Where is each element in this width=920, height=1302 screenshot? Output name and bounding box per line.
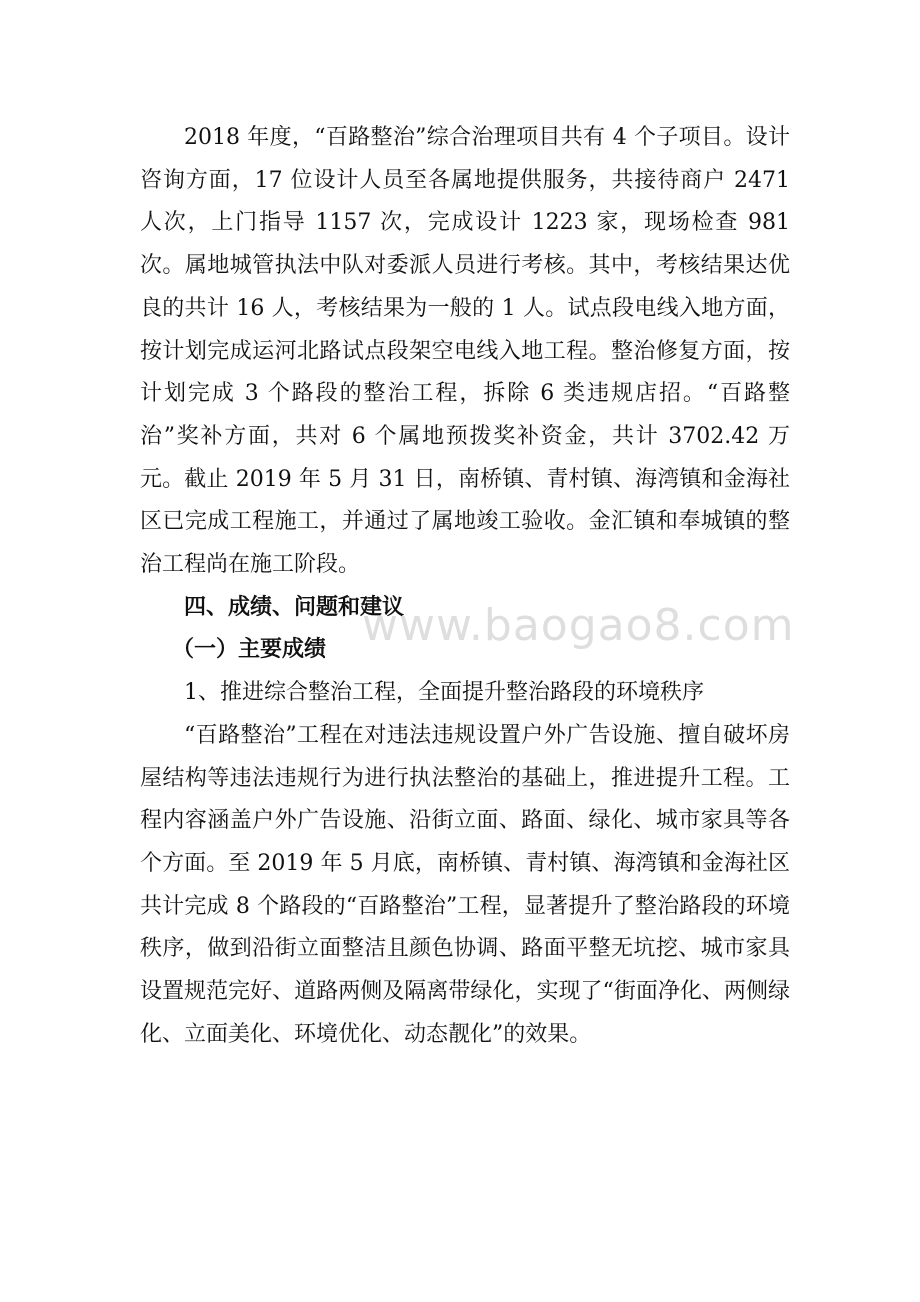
paragraph-project-summary: 2018 年度，“百路整治”综合治理项目共有 4 个子项目。设计咨询方面，17 位设计人员至各属地提供服务，共接待商户 2471 人次，上门指导 1157 次，完成设计 1223 家，现场检查 981 次。属地城管执法中队对委派人员进行考核。其中，考核结果达优良的共计 16 人，考核结果为一般的 1 人。试点段电线入地方面，按计划完成运河北路试点段架空电线入地工程。整治修复方面，按计划完成 3 个路段的整治工程，拆除 6 类违规店招。“百路整治”奖补方面，共对 6 个属地预拨奖补资金，共计 3702.42 万元。截止 2019 年 5 月 31 日，南桥镇、青村镇、海湾镇和金海社区已完成工程施工，并通过了属地竣工验收。金汇镇和奉城镇的整治工程尚在施工阶段。 bbox=[140, 125, 790, 578]
paragraph-item-body: “百路整治”工程在对违法违规设置户外广告设施、擅自破坏房屋结构等违法违规行为进行执法整治的基础上，推进提升工程。工程内容涵盖户外广告设施、沿街立面、路面、绿化、城市家具等各个方面。至 2019 年 5 月底，南桥镇、青村镇、海湾镇和金海社区共计完成 8 个路段的“百路整治”工程，显著提升了整治路段的环境秩序，做到沿街立面整洁且颜色协调、路面平整无坑挖、城市家具设置规范完好、道路两侧及隔离带绿化，实现了“街面净化、两侧绿化、立面美化、环境优化、动态靓化”的效果。 bbox=[140, 722, 790, 1047]
subsection-heading: （一）主要成绩 bbox=[172, 637, 327, 663]
document-body bbox=[140, 117, 790, 1056]
watermark: www.baogao8.com bbox=[362, 600, 795, 651]
item-title: 1、推进综合整治工程，全面提升整治路段的环境秩序 bbox=[184, 680, 704, 706]
section-heading: 四、成绩、问题和建议 bbox=[184, 594, 405, 620]
